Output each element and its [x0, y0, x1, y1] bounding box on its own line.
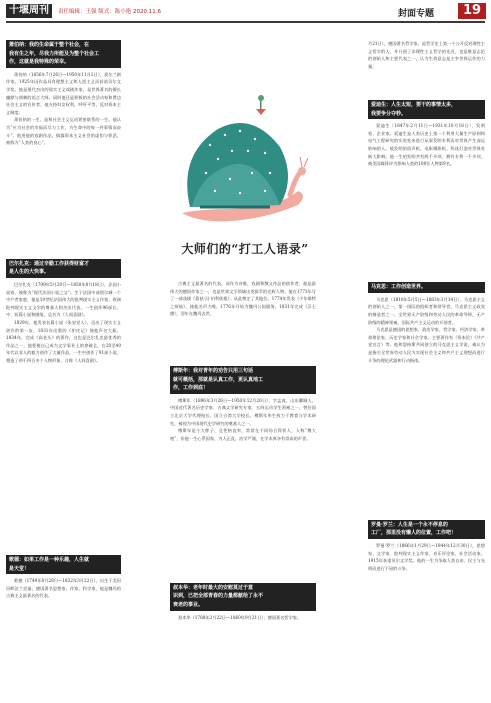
body-shaw: 萧伯纳（1856年7月26日—1950年11月2日），爱尔兰剧作家。1925年因作品具有理想主义和人道主义而获诺贝尔文学奖。他是现代杰出的现实主义戏剧作家，是世界著名的擅长幽默与讽刺的语言大师。同时他还是积极的社会活动家和费边社会主义的宣传者。他支持妇女权利，呼吁平等，反对资本主义制度。 萧伯纳的一生，是和社会主义运动紧密联系的一生。他认为“应为社会的幸福而尽力工作，为生命中的每一件事情而奋斗”。他用他的戏剧作品，揭露资本主义社会的虚伪与罪恶，被称为“人类的良心”。 [6, 71, 121, 146]
editor-info: 责任编辑：王强 版式：陈小艳 2020.11.6 [58, 9, 161, 15]
body-goethe-cont: 古典主义最著名的代表。而作为诗歌、戏剧和散文作品的创作者，他是最伟大的德国作家之一，也是世界文学领域出类拔萃的光辉人物。他在1773年写了一部戏剧《葛兹·冯·伯利欣根》，从此奠定了其地位。1774年发表《少年维特之烦恼》，使他名声大噪。1776年开始为魏玛公国服务。1831年完成《浮士德》，翌年在魏玛去世。 [170, 281, 316, 317]
masthead-logo: 十堰周刊 [6, 4, 52, 18]
column-1 [6, 40, 121, 637]
subheading-goethe: 歌德：如果工作是一种乐趣，人生就 是天堂！ [6, 555, 121, 574]
body-schopenhauer: 叔本华（1788年2月22日—1860年9月21日），德国著名哲学家。 [178, 614, 302, 620]
subheading-shaw: 萧伯纳：我的生命属于整个社会，在 我有生之年，尽我力所能及为整个社会工 作，这就是我特殊的荣幸。 [6, 40, 121, 68]
subheading-romain-rolland: 罗曼·罗兰：人生是一个永不停息的 工厂，那里没有懒人的位置，工作吧！ [368, 520, 485, 539]
body-edison: 爱迪生（1847年2月11日—1931年10月18日），发明家、企业家。爱迪生是人类历史上第一个利用大量生产原则和电气工程研究的实验室来进行从事发明专利而对世界产生深远影响的人。他发明的留声机、电影摄影机、钨丝灯泡对世界有极大影响。他一生的发明共有两千多项，拥有专利一千多项，被美国媒体评为影响人类的100位人物第9名。 [368, 123, 485, 167]
body-marx: 马克思（1818年5月5日—1883年3月14日），马克思主义的创始人之一，第一国际的组织者和领导者，马克思主义政党的缔造者之一，全世界无产阶级和劳动人民的革命导师，无产阶级的精神领袖，国际共产主义运动的开创者。 马克思是德国的思想家、政治学家、哲学家、经济学家、革命理论家、历史学家和社会学家。主要著作有《资本论》《共产党宣言》等。他和恩格斯共同创立的马克思主义学说，被认为是指引全世界劳动人民为实现社会主义和共产主义理想而进行斗争的理论武器和行动指南。 [368, 296, 485, 363]
column-2 [170, 280, 316, 630]
subheading-marx: 马克思：工作创造世界。 [368, 282, 485, 293]
subheading-schopenhauer: 叔本华：老年时最大的安慰莫过于意 识到，已把全部青春的力量都献给了永不 衰老的事业。 [170, 583, 316, 611]
body-romain-rolland: 罗曼·罗兰（1866年1月29日—1944年12月30日），思想家、文学家、批判现实主义作家、音乐评论家、社会活动家。1915年获诺贝尔文学奖。他的一生为争取人类自由、民主与光明而进行不屈的斗争。 [368, 542, 485, 571]
subheading-edison: 爱迪生：人生太短，要干的事情太多， 我要争分夺秒。 [368, 100, 485, 119]
column-3 [368, 40, 485, 654]
body-balzac: 巴尔扎克（1799年5月20日—1850年8月18日），法国小说家，被称为“现代法国小说之父”。生于法国中部图尔城一个中产者家庭，他是19世纪法国伟大的批判现实主义作家，欧洲批判现实主义文学的奠基人和杰出代表。一生创作96部长、中、短篇小说和随笔，总名为《人间喜剧》。 1829年，他发表长篇小说《朱安党人》，迈出了现实主义创作的第一步，1831年出版的《驴皮记》使他声名大振。1834年，完成《高老头》的著作，这也是巴尔扎克最优秀的作品之一。他要使自己成为文学事业上的拿破仑，在20至40年代以非人的毅力创作了大量作品，一生中创作了91部小说，塑造了两千四百多个人物形象，合称《人间喜剧》。 [6, 281, 121, 363]
subheading-fu-sinian: 傅斯年：我对青年的劝告只用三句话 就可概括，那就是认真工作，更认真地工 作，工作到底！ [170, 366, 316, 394]
subheading-balzac: 巴尔扎克：通过辛勤工作获得财富才 是人生的大快事。 [6, 259, 121, 278]
body-goethe: 歌德（1749年8月28日—1832年3月22日），出生于美因河畔法兰克福，德国著名思想家、作家、科学家，他是魏玛的古典主义最著名的代表。 [6, 578, 121, 599]
snail-illustration [170, 95, 315, 235]
tree-icon [256, 95, 266, 115]
header-rule [6, 21, 485, 23]
section-title: 封面专题 [398, 9, 435, 19]
page-number: 19 [458, 3, 486, 19]
body-fu-sinian: 傅斯年（1896年3月26日—1950年12月20日），字孟真，山东聊城人，中国近代著名历史学家、古典文学研究专家、五四运动学生领袖之一。曾任国立北京大学代理校长、国立台湾大学校长。傅斯年毕生致力于教育与学术研究，被视为中国现代史学研究的奠基人之一。 傅斯年是个大胖子，且性格直率，常常在不同场合得罪人，人称“傅大炮”，但他一生心系国家，为人正直，治学严谨，在学术界享有崇高的声誉。 [170, 397, 316, 441]
body-schopenhauer-cont: 月21日），德国著名哲学家。是哲学史上第一个公开反对理性主义哲学的人，并开创了非理性主义哲学的先河，也是唯意志论的创始人和主要代表之一，认为生命意志是主宰世界运作的力量。 [368, 41, 485, 69]
article-title: 大师们的“打工人语录” [181, 242, 309, 256]
